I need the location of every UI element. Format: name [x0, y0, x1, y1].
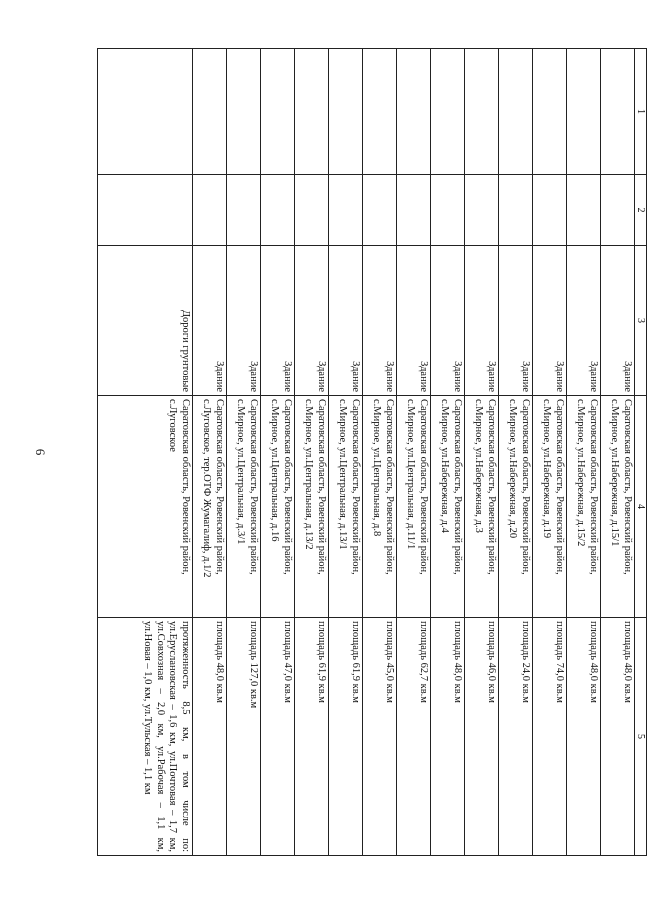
object-type-cell: Здание: [499, 246, 533, 396]
address-cell: [601, 396, 635, 618]
object-type-cell: Дороги грунтовые: [98, 246, 193, 396]
cell-col-1: [533, 49, 567, 175]
characteristics-cell: площадь 45,0 кв.м: [363, 618, 397, 856]
characteristics-cell: площадь 48,0 кв.м: [567, 618, 601, 856]
address-region: Саратовская область, Ровенский район,: [520, 399, 531, 575]
characteristics-cell: протяженность 8,5 км, в том числе по: ул.Еруслановская – 1,6 км, ул.Почтовая – 1,7 км, ул.Совхозная – 2,0 км, ул.Рабочая – 1,1 км, ул.Новая – 1,0 км, ул.Тульская – 1,1 км: [98, 618, 193, 856]
address-region: Саратовская область, Ровенский район,: [622, 399, 633, 575]
table-row: [397, 49, 431, 856]
address-cell: [363, 396, 397, 618]
address-region: Саратовская область, Ровенский район,: [282, 399, 293, 575]
object-type-cell: Здание: [431, 246, 465, 396]
cell-col-2: [193, 175, 227, 246]
address-cell: [98, 396, 193, 618]
address-locality: с.Мирное, ул.Центральная, д.13/2: [303, 399, 315, 550]
property-table: [97, 48, 647, 856]
cell-col-1: [295, 49, 329, 175]
table-row: [567, 49, 601, 856]
address-locality: с.Мирное, ул.Набережная, д.4: [439, 399, 451, 533]
cell-col-2: [567, 175, 601, 246]
table-row: [533, 49, 567, 856]
col-header-1: 1: [635, 49, 647, 175]
object-type-cell: Здание: [465, 246, 499, 396]
cell-col-2: [397, 175, 431, 246]
object-type-cell: Здание: [193, 246, 227, 396]
object-type-cell: Здание: [329, 246, 363, 396]
address-locality: с.Мирное, ул.Центральная, д.11/1: [405, 399, 417, 550]
cell-col-2: [499, 175, 533, 246]
address-region: Саратовская область, Ровенский район,: [486, 399, 497, 575]
col-header-3: 3: [635, 246, 647, 396]
object-type-cell: Здание: [601, 246, 635, 396]
address-region: Саратовская область, Ровенский район,: [554, 399, 565, 575]
address-locality: с.Луговское, тер.ОТФ Жумагалиф, д.1/2: [201, 399, 213, 578]
address-cell: [261, 396, 295, 618]
cell-col-2: [98, 175, 193, 246]
characteristics-cell: площадь 48,0 кв.м: [193, 618, 227, 856]
address-cell: [329, 396, 363, 618]
table-row: [329, 49, 363, 856]
address-cell: [567, 396, 601, 618]
address-region: Саратовская область, Ровенский район,: [588, 399, 599, 575]
characteristics-cell: площадь 24,0 кв.м: [499, 618, 533, 856]
characteristics-cell: площадь 61,9 кв.м: [329, 618, 363, 856]
cell-col-1: [601, 49, 635, 175]
address-locality: с.Мирное, ул.Набережная, д.19: [541, 399, 553, 539]
table-body: [98, 49, 635, 856]
cell-col-1: [98, 49, 193, 175]
cell-col-2: [431, 175, 465, 246]
address-cell: [499, 396, 533, 618]
cell-col-1: [465, 49, 499, 175]
table-row: [261, 49, 295, 856]
address-locality: с.Луговское: [167, 399, 179, 452]
address-cell: [227, 396, 261, 618]
cell-col-1: [193, 49, 227, 175]
table-row: [601, 49, 635, 856]
col-header-2: 2: [635, 175, 647, 246]
cell-col-2: [261, 175, 295, 246]
cell-col-1: [329, 49, 363, 175]
address-region: Саратовская область, Ровенский район,: [350, 399, 361, 575]
characteristics-cell: площадь 48,0 кв.м: [431, 618, 465, 856]
address-region: Саратовская область, Ровенский район,: [418, 399, 429, 575]
address-locality: с.Мирное, ул.Центральная, д.13/1: [337, 399, 349, 550]
address-region: Саратовская область, Ровенский район,: [248, 399, 259, 575]
address-cell: [533, 396, 567, 618]
cell-col-1: [227, 49, 261, 175]
characteristics-cell: площадь 62,7 кв.м: [397, 618, 431, 856]
address-region: Саратовская область, Ровенский район,: [180, 399, 191, 575]
address-region: Саратовская область, Ровенский район,: [214, 399, 225, 575]
cell-col-2: [465, 175, 499, 246]
address-locality: с.Мирное, ул.Центральная, д.8: [371, 399, 383, 537]
address-cell: [397, 396, 431, 618]
characteristics-cell: площадь 48,0 кв.м: [601, 618, 635, 856]
cell-col-2: [227, 175, 261, 246]
address-locality: с.Мирное, ул.Центральная, д.16: [269, 399, 281, 542]
characteristics-cell: площадь 46,0 кв.м: [465, 618, 499, 856]
cell-col-2: [601, 175, 635, 246]
address-region: Саратовская область, Ровенский район,: [452, 399, 463, 575]
address-locality: с.Мирное, ул.Набережная, д.20: [507, 399, 519, 539]
cell-col-1: [567, 49, 601, 175]
page-number: 6: [33, 448, 48, 456]
cell-col-2: [329, 175, 363, 246]
address-locality: с.Мирное, ул.Набережная, д.3: [473, 399, 485, 533]
rotated-page: [97, 48, 647, 855]
cell-col-2: [533, 175, 567, 246]
object-type-cell: Здание: [261, 246, 295, 396]
table-row: [98, 49, 193, 856]
cell-col-1: [397, 49, 431, 175]
object-type-cell: Здание: [227, 246, 261, 396]
address-cell: [295, 396, 329, 618]
address-cell: [193, 396, 227, 618]
object-type-cell: Здание: [363, 246, 397, 396]
cell-col-1: [499, 49, 533, 175]
address-region: Саратовская область, Ровенский район,: [316, 399, 327, 575]
table-row: [431, 49, 465, 856]
table-row: [295, 49, 329, 856]
table-row: [227, 49, 261, 856]
characteristics-cell: площадь 47,0 кв.м: [261, 618, 295, 856]
object-type-cell: Здание: [295, 246, 329, 396]
object-type-cell: Здание: [533, 246, 567, 396]
characteristics-cell: площадь 74,0 кв.м: [533, 618, 567, 856]
cell-col-1: [363, 49, 397, 175]
characteristics-cell: площадь 127,0 кв.м: [227, 618, 261, 856]
col-header-4: 4: [635, 396, 647, 618]
col-header-5: 5: [635, 618, 647, 856]
object-type-cell: Здание: [397, 246, 431, 396]
address-cell: [465, 396, 499, 618]
address-locality: с.Мирное, ул.Набережная, д.15/1: [609, 399, 621, 547]
address-locality: с.Мирное, ул.Набережная, д.15/2: [575, 399, 587, 547]
cell-col-2: [363, 175, 397, 246]
table-row: [465, 49, 499, 856]
table-row: [193, 49, 227, 856]
cell-col-1: [431, 49, 465, 175]
cell-col-1: [261, 49, 295, 175]
table-row: [363, 49, 397, 856]
table-row: [499, 49, 533, 856]
address-region: Саратовская область, Ровенский район,: [384, 399, 395, 575]
characteristics-cell: площадь 61,9 кв.м: [295, 618, 329, 856]
address-cell: [431, 396, 465, 618]
address-locality: с.Мирное, ул.Центральная, д.3/1: [235, 399, 247, 545]
object-type-cell: Здание: [567, 246, 601, 396]
header-row: [635, 49, 647, 856]
cell-col-2: [295, 175, 329, 246]
